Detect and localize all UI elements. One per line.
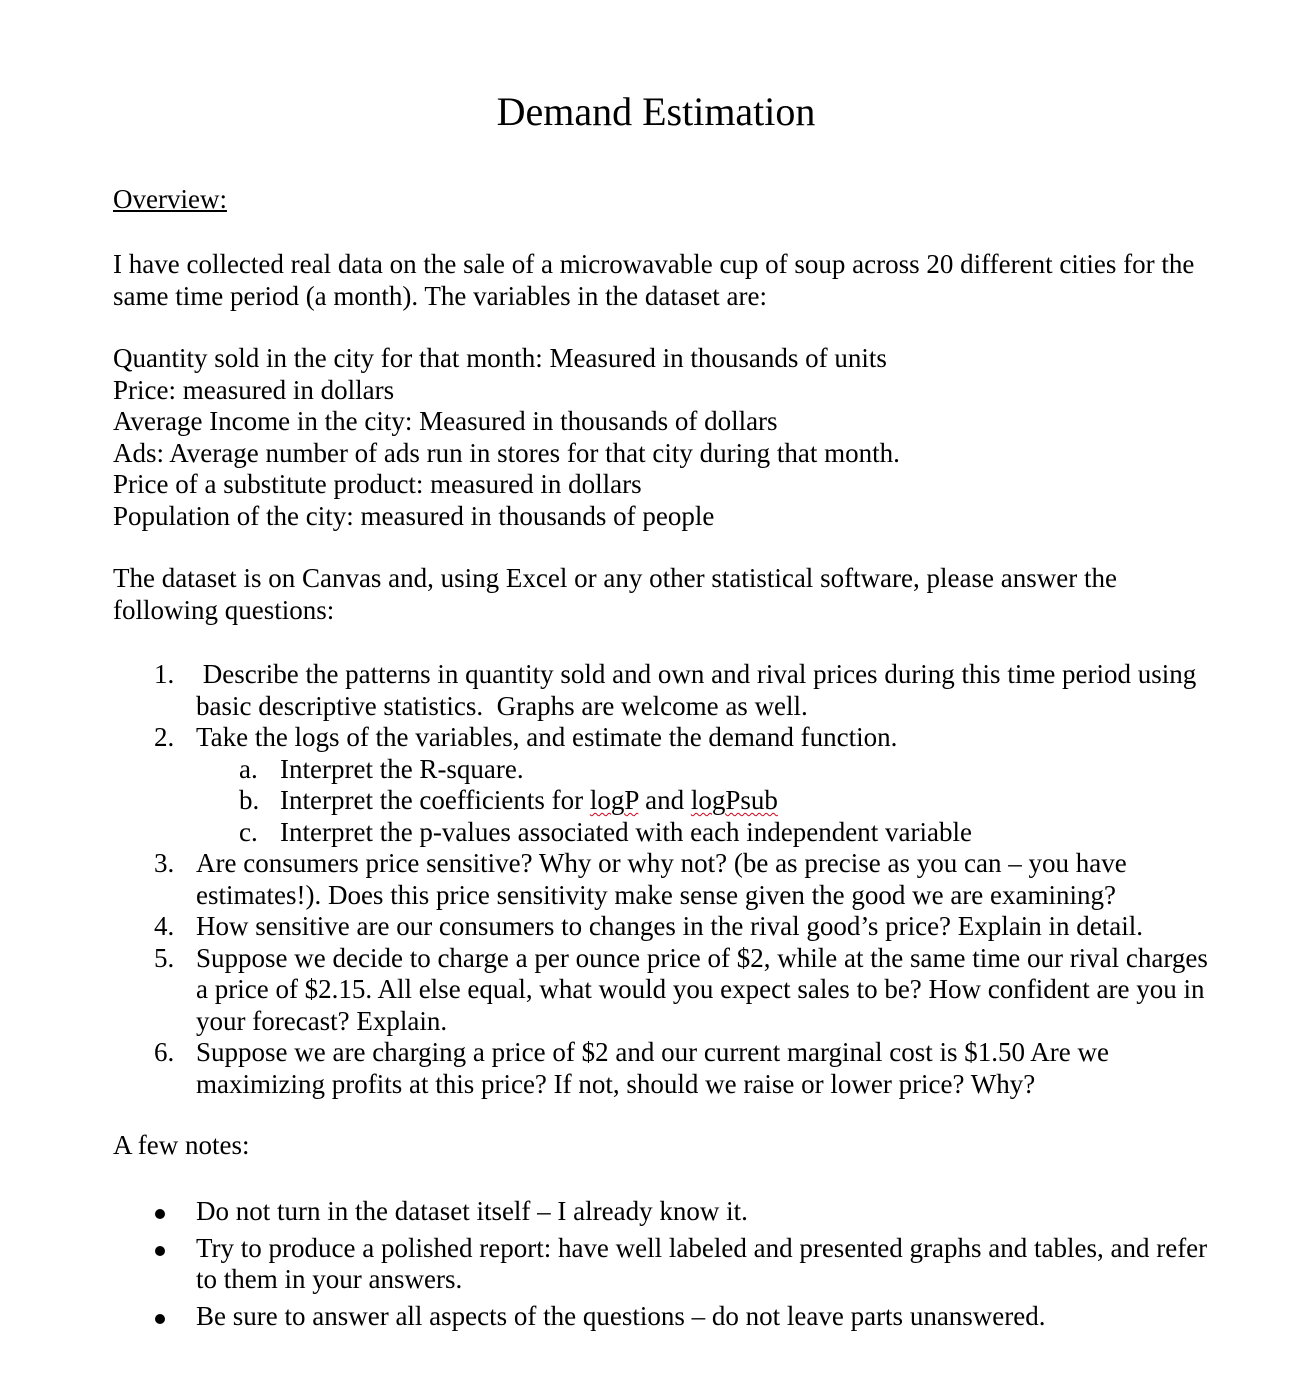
note-text: Do not turn in the dataset itself – I already know it. [196, 1196, 748, 1226]
question-number: 4. [154, 911, 175, 941]
variable-line: Ads: Average number of ads run in stores for that city during that month. [113, 437, 900, 468]
note-text: Be sure to answer all aspects of the questions – do not leave parts unanswered. [196, 1300, 1046, 1331]
question-number: 3. [154, 848, 175, 878]
intro-text: I have collected real data on the sale of a microwavable cup of soup across 20 different cities for the same time period (a month). The variables in the dataset are: [113, 249, 1195, 311]
question-number: 5. [154, 942, 175, 973]
question-number: 2. [154, 722, 175, 752]
subquestion-letter: b. [239, 785, 260, 815]
note-item [150, 1196, 1220, 1228]
subquestion-text: and [638, 785, 691, 815]
subquestion-letter: c. [239, 816, 258, 847]
question-number: 6. [154, 1037, 175, 1067]
question-item [150, 722, 1220, 754]
spellcheck-term: logPsub [690, 785, 778, 815]
subquestion-text: Interpret the R-square. [280, 753, 524, 784]
bullet-icon [155, 1209, 165, 1219]
question-text: How sensitive are our consumers to changes in the rival good’s price? Explain in detail. [196, 911, 1143, 941]
instructions-text: The dataset is on Canvas and, using Excel or any other statistical software, please answer the following questions: [113, 563, 1117, 625]
page-title: Demand Estimation [496, 89, 816, 134]
variable-line: Average Income in the city: Measured in thousands of dollars [113, 406, 778, 436]
note-item [150, 1233, 1220, 1296]
question-item [150, 659, 1220, 722]
intro-paragraph [113, 249, 1223, 312]
questions-list [150, 659, 1220, 1100]
instructions-paragraph [113, 563, 1223, 626]
subquestion-item [150, 817, 1220, 849]
question-item [150, 943, 1220, 1038]
bullet-icon [155, 1246, 165, 1256]
overview-heading: Overview: [113, 184, 227, 214]
subquestion-item [150, 785, 1220, 817]
subquestions-list [150, 754, 1220, 849]
subquestion-text: Interpret the p-values associated with each independent variable [280, 816, 972, 847]
note-text: Try to produce a polished report: have well labeled and presented graphs and tables, and refer to them in your answers. [196, 1232, 1208, 1294]
note-item [150, 1301, 1220, 1333]
question-text: Take the logs of the variables, and estimate the demand function. [196, 722, 898, 752]
question-number: 1. [154, 659, 175, 689]
question-item [150, 911, 1220, 943]
question-text: Suppose we are charging a price of $2 and our current marginal cost is $1.50 Are we maximizing profits at this price? If not, should we raise or lower price? Why? [196, 1037, 1109, 1099]
notes-heading: A few notes: [113, 1130, 250, 1160]
subquestion-text: Interpret the coefficients for [280, 785, 590, 815]
question-item [150, 848, 1220, 911]
variable-line: Price of a substitute product: measured in dollars [113, 469, 642, 499]
bullet-icon [155, 1314, 165, 1324]
spellcheck-term: logP [589, 785, 639, 815]
question-text: Suppose we decide to charge a per ounce price of $2, while at the same time our rival charges a price of $2.15. All else equal, what would you expect sales to be? How confident are you in your forecast? Explain. [196, 942, 1208, 1036]
question-item [150, 1037, 1220, 1100]
notes-list [150, 1196, 1220, 1337]
subquestion-item [150, 754, 1220, 786]
question-text: Are consumers price sensitive? Why or why not? (be as precise as you can – you have estimates!). Does this price sensitivity make sense given the good we are examining? [196, 848, 1127, 910]
variable-line: Population of the city: measured in thousands of people [113, 500, 715, 531]
question-text: Describe the patterns in quantity sold and own and rival prices during this time period using basic descriptive statistics. Graphs are welcome as well. [196, 659, 1204, 721]
subquestion-letter: a. [239, 753, 258, 784]
variables-list [113, 343, 1223, 532]
variable-line: Quantity sold in the city for that month: Measured in thousands of units [113, 343, 887, 373]
variable-line: Price: measured in dollars [113, 374, 395, 405]
